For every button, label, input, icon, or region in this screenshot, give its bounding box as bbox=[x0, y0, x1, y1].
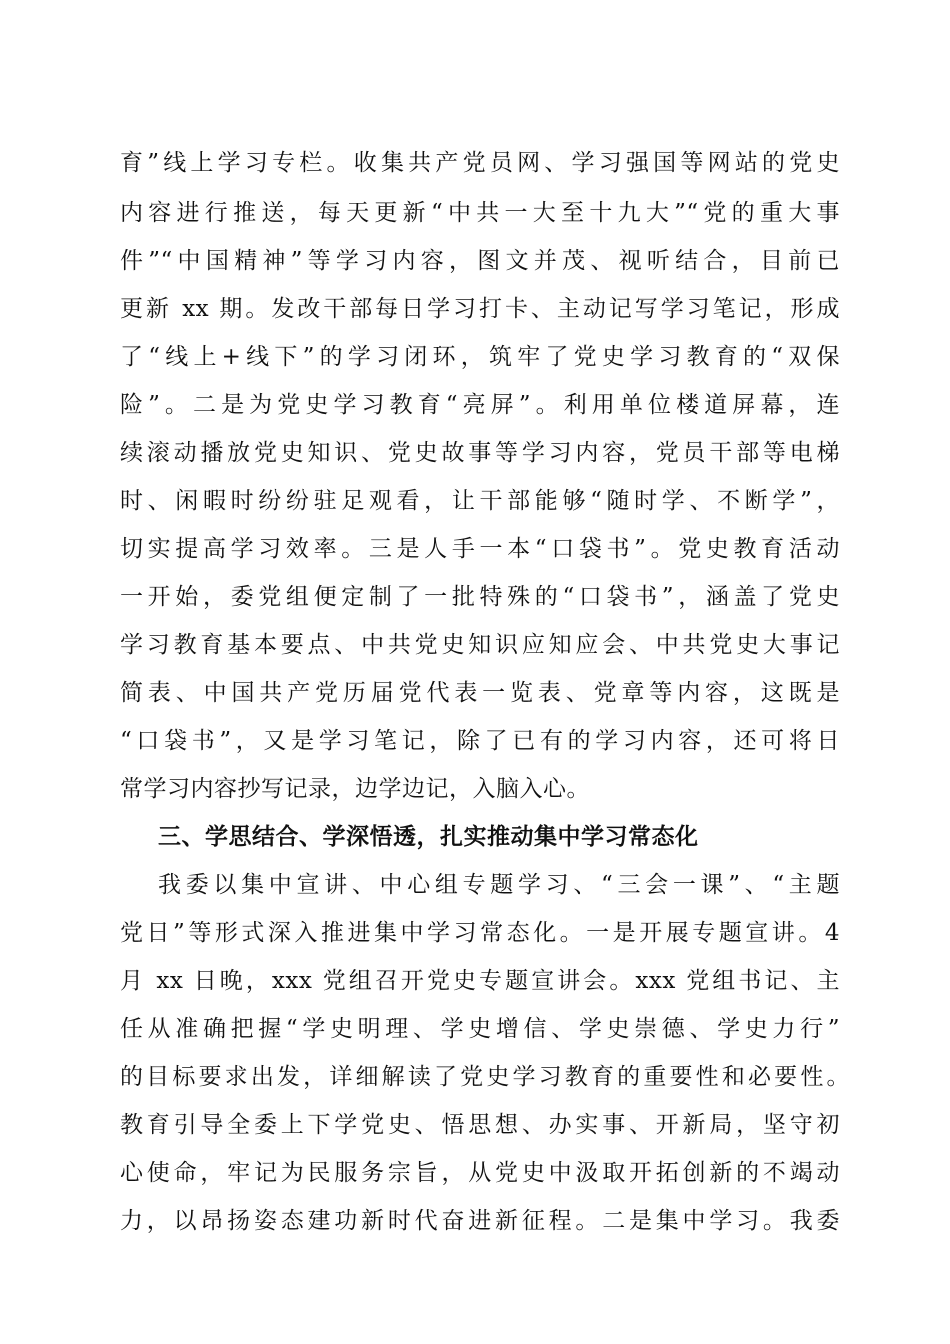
text-line: 育”线上学习专栏。收集共产党员网、学习强国等网站的党史 bbox=[120, 150, 840, 176]
text-line: 任从准确把握“学史明理、学史增信、学史崇德、学史力行” bbox=[120, 1016, 840, 1042]
text-line: 我委以集中宣讲、中心组专题学习、“三会一课”、“主题 bbox=[158, 872, 840, 898]
text-line: 内容进行推送，每天更新“中共一大至十九大”“党的重大事 bbox=[120, 200, 840, 226]
text-line: “口袋书”，又是学习笔记，除了已有的学习内容，还可将日 bbox=[120, 728, 840, 754]
text-line: 简表、中国共产党历届党代表一览表、党章等内容，这既是 bbox=[120, 680, 840, 706]
text-line: 心使命，牢记为民服务宗旨，从党史中汲取开拓创新的不竭动 bbox=[120, 1160, 840, 1186]
text-line: 教育引导全委上下学党史、悟思想、办实事、开新局，坚守初 bbox=[120, 1112, 840, 1138]
text-line: 一开始，委党组便定制了一批特殊的“口袋书”，涵盖了党史 bbox=[120, 584, 840, 610]
text-line: 学习教育基本要点、中共党史知识应知应会、中共党史大事记 bbox=[120, 632, 840, 658]
text-line: 月 xx 日晚，xxx 党组召开党史专题宣讲会。xxx 党组书记、主 bbox=[120, 968, 840, 994]
text-line: 切实提高学习效率。三是人手一本“口袋书”。党史教育活动 bbox=[120, 536, 840, 562]
text-line: 件”“中国精神”等学习内容，图文并茂、视听结合，目前已 bbox=[120, 248, 840, 274]
text-line: 常学习内容抄写记录，边学边记，入脑入心。 bbox=[120, 776, 590, 802]
text-line: 险”。二是为党史学习教育“亮屏”。利用单位楼道屏幕，连 bbox=[120, 392, 840, 418]
text-line: 的目标要求出发，详细解读了党史学习教育的重要性和必要性。 bbox=[120, 1064, 850, 1090]
text-line: 了“线上+线下”的学习闭环，筑牢了党史学习教育的“双保 bbox=[120, 344, 840, 370]
text-line: 更新 xx 期。发改干部每日学习打卡、主动记写学习笔记，形成 bbox=[120, 296, 840, 322]
text-line: 力，以昂扬姿态建功新时代奋进新征程。二是集中学习。我委 bbox=[120, 1208, 840, 1234]
section-heading: 三、学思结合、学深悟透，扎实推动集中学习常态化 bbox=[158, 824, 699, 850]
text-line: 党日”等形式深入推进集中学习常态化。一是开展专题宣讲。4 bbox=[120, 920, 840, 946]
text-line: 续滚动播放党史知识、党史故事等学习内容，党员干部等电梯 bbox=[120, 440, 840, 466]
text-line: 时、闲暇时纷纷驻足观看，让干部能够“随时学、不断学”， bbox=[120, 488, 840, 514]
